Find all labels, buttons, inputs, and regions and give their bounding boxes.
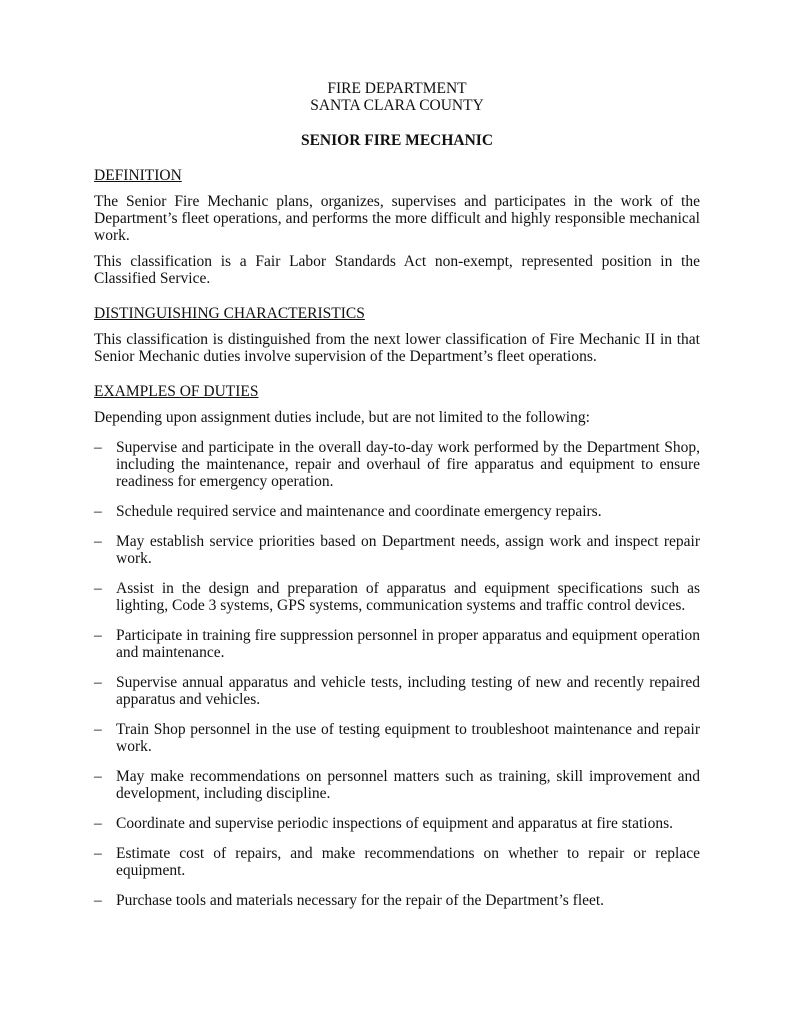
duty-text: Assist in the design and preparation of apparatus and equipment specifications such as lighting, Code 3 systems, GPS systems, communication systems and traffic control devices.	[116, 580, 700, 614]
duty-text: Estimate cost of repairs, and make recommendations on whether to repair or replace equipment.	[116, 845, 700, 879]
duty-text: Train Shop personnel in the use of testing equipment to troubleshoot maintenance and repair work.	[116, 721, 700, 755]
duty-item	[94, 768, 700, 802]
duty-text: Coordinate and supervise periodic inspections of equipment and apparatus at fire stations.	[116, 815, 673, 832]
definition-heading: DEFINITION	[94, 167, 182, 184]
dash-bullet: –	[94, 815, 102, 832]
duty-item	[94, 627, 700, 661]
dash-bullet: –	[94, 439, 102, 456]
duty-item	[94, 580, 700, 614]
county-name: SANTA CLARA COUNTY	[310, 97, 484, 114]
dash-bullet: –	[94, 580, 102, 597]
duty-item	[94, 815, 700, 832]
duty-text: May make recommendations on personnel matters such as training, skill improvement and development, including discipline.	[116, 768, 700, 802]
dash-bullet: –	[94, 533, 102, 550]
duty-item	[94, 721, 700, 755]
department-name: FIRE DEPARTMENT	[327, 80, 467, 97]
dash-bullet: –	[94, 627, 102, 644]
distinguishing-heading: DISTINGUISHING CHARACTERISTICS	[94, 305, 365, 322]
duty-text: Schedule required service and maintenance and coordinate emergency repairs.	[116, 503, 602, 520]
definition-paragraph-2: This classification is a Fair Labor Standards Act non-exempt, represented position in the Classified Service.	[94, 253, 700, 287]
duty-item	[94, 674, 700, 708]
duties-intro: Depending upon assignment duties include, but are not limited to the following:	[94, 409, 590, 426]
dash-bullet: –	[94, 892, 102, 909]
distinguishing-paragraph: This classification is distinguished from the next lower classification of Fire Mechanic II in that Senior Mechanic duties involve supervision of the Department’s fleet operations.	[94, 331, 700, 365]
duty-text: Supervise and participate in the overall day-to-day work performed by the Department Shop, including the maintenance, repair and overhaul of fire apparatus and equipment to ensure readiness for emergency operation.	[116, 439, 700, 490]
dash-bullet: –	[94, 503, 102, 520]
duty-item	[94, 533, 700, 567]
dash-bullet: –	[94, 768, 102, 785]
dash-bullet: –	[94, 674, 102, 691]
duty-item	[94, 439, 700, 490]
duty-item	[94, 503, 700, 520]
duty-item	[94, 845, 700, 879]
definition-paragraph-1: The Senior Fire Mechanic plans, organizes, supervises and participates in the work of the Department’s fleet operations, and performs the more difficult and highly responsible mechanical work.	[94, 193, 700, 244]
duty-item	[94, 892, 700, 909]
duties-list	[94, 439, 700, 909]
duty-text: Participate in training fire suppression personnel in proper apparatus and equipment operation and maintenance.	[116, 627, 700, 661]
duty-text: May establish service priorities based on Department needs, assign work and inspect repair work.	[116, 533, 700, 567]
dash-bullet: –	[94, 721, 102, 738]
duty-text: Purchase tools and materials necessary for the repair of the Department’s fleet.	[116, 892, 605, 909]
job-title: SENIOR FIRE MECHANIC	[300, 132, 494, 149]
document-page	[94, 80, 700, 909]
duty-text: Supervise annual apparatus and vehicle tests, including testing of new and recently repaired apparatus and vehicles.	[116, 674, 700, 708]
dash-bullet: –	[94, 845, 102, 862]
duties-heading: EXAMPLES OF DUTIES	[94, 383, 259, 400]
